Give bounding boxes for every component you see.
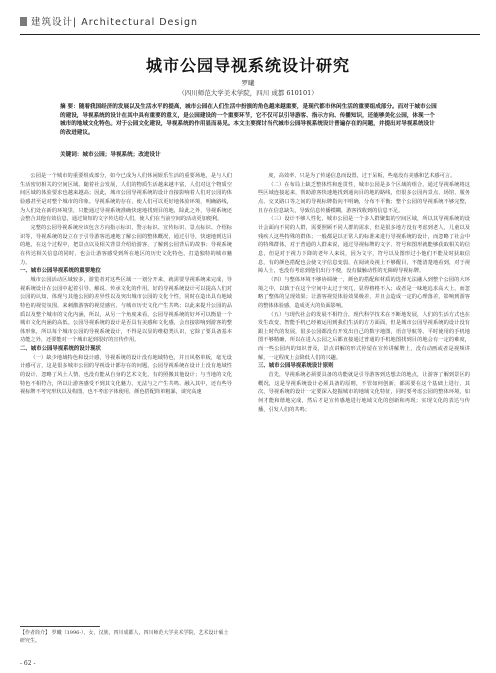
author-footnote: 【作者简介】 罗曦（1996-），女，汉族，四川成都人，四川师范大学美术学院，艺术设计硕士研究生。 [20, 630, 229, 644]
body-paragraph: （一）缺少地域特色和设计感，导视系统的设计没有地域特色，并且风格单板，毫无设计感可言，这是很多城市公园的导视设计都存在的问题，公园导视系统在设计上没有地域性的设计，忽略了风土人情，也没有能从自身的艺术文化，有的照搬其他设计；与当地的文化特色不相符合，所以让游客感受不到其文化魅力，无法与之产生共鸣、融入其中，还有些导视标牌不考究形状以及构图，也不考虑字体使用，颜色搭配简单粗暴，谈究高速 [20, 354, 232, 396]
running-header [20, 14, 480, 30]
article-title: 城市公园导视系统设计研究 [145, 56, 350, 75]
header-bar-icon [20, 17, 27, 26]
body-paragraph: （二）在布局上缺乏整体性和连贯性，城市公园是多个区域的组合，通过导视系统将这些区域连接起来，帮助游客快速地找到通向目的地的路线，但很多公园内景点、场馆、服务点、交叉路口等之间的导视标牌指向不明确，分布不平衡；整个公园的导视系统不够完整，且存在信息缺失，导致信息传播模糊，游客找收到的信息不足。 [258, 181, 470, 214]
abstract-text: 摘 要：随着我国经济的发展以及生活水平的提高，城市公园在人们生活中扮演的角色越来越重要，是现代都市休闲生活的重要组成部分。而对于城市公园的建设，导视系统的设计在其中具有重要的意义，是公园建设的一个重要环节，它不仅可以引导游客、指示方向、传播知识，还能够美化公园，体现一个城市的地域文化特色。对于公园文化建设，导视系统的作用显而易见。本文主要探讨当代城市公园导视系统设计普遍存在的问题，并提出对导视系统设计的改进建议。 [60, 104, 437, 136]
body-paragraph: （四）与整体环境不够协调统一，颜色的搭配和材质的选择无法融入到整个公园的大环境之中，以致于在这个空间中太过于突兀，显得格格不入；或者是一味地追求高大上，而忽略了整体的呈现效果；让游客视觉体验效果极差，并且会造成一定的心理落差，影响到游客的整体体验感，造成更大的负面影响。 [258, 276, 470, 309]
right-column [258, 172, 470, 414]
header-rule [20, 34, 480, 35]
body-paragraph: 度，高效率，只是为了传递信息而设置，过于呆板，些毫没有美感和艺术感可言。 [268, 173, 456, 179]
section-heading: 三、城市公园导视系统设计原则 [258, 363, 334, 370]
body-paragraph: 完整的公园导视系统应该包含方向指示标识、警示标识、宣传标识、景点标识、介绍标识等，导视系统的设立在于引导游客迅速地了解公园的整体概况，通过引导，快速地到达目的地，在这个过程中，把景点以及相关背景介绍给游客，了解到公园背后的故事；导视系统在传达相关信息的同时，也会让游客感受到所在地区的历史文化特色，打造独特的城市魅力。 [20, 224, 232, 266]
section-label: 建筑设计| Architectural Design [31, 17, 199, 28]
body-paragraph: （五）与现代社会的发展不相符合，现代科学技术在不断地发展，人们的生活方式也在发生改变，智能手机已经被运用到我们生活的方方面面，但是城市公园导视系统的设计没有跟上时代的发展，很多公园都没有开发出自己的数字地图，语音导航等。平时使用的手机地图不够精确，所以在进入公园之后都直接通过普通的手机地图找到目的地会有一定的难度，而一些公园内的知识普及，景点讲解的形式停留在宣传讲解牌上，没有动画或者是视频讲解，一定程度上会降低人们的兴趣。 [258, 311, 470, 361]
body-paragraph: 公园是一个城市的重要组成部分，如今已成为人们休闲娱乐生活的重要场地，是与人们生活密切相关的空间区域。随着社会发展，人们的物质生活越来越丰富，人们对这个物质空间区域的体验要求也越来越高；因此，城市公园导视系统的设计直接影响着人们对公园的体验感甚至是对整个城市的印象。导视系统的存在，使人们可以更好地体验环境，明确路线，为人们处在新的环境里，只能通过导视系统准确快速地找到目的地，除此之外，导视系统还会整合其他有效信息，通过简短的文字传达给人们，使人们在当前空间的活动更加便利。 [20, 173, 232, 223]
abstract [60, 103, 440, 137]
left-column [20, 172, 232, 397]
body-paragraph: 首先，导视系统必须要具备的功能就是引导游客到达想去的地点，让游客了解到景区的概况，这是导视系统设计必须具备的原则，不管如何创新，都需要在这个基础上进行，其次，导视系统的设计一定要深入挖掘城市的地域文化特征，同时要考虑公园的整体环境，如何才能和谐地完成，然后才是宣传感地进行地域文化的创新和再现；实现文化的表达与传播，引发人们的共鸣； [258, 372, 470, 413]
body-paragraph: 城市公园活动区域较多，游览者对这些区域一一划分开来，就需要导视系统来完成，导视系统设计在公园中起着引导、解说、传承文化的作用。好的导视系统设计可以提高人们对公园的认知，体现与其他公园的差异性以及突出城市公园的文化个性，同时在造出具有地域特色的视觉氛围，来刺激游客的视觉感官，与城市历史文化产生共鸣；以此来提升公园的品质以及整个城市的文化内涵，所以，从另一个角度来看，公园导视系统的好坏可以衡量一个城市文化内涵的高低。公园导视系统的设计是否具有美感和文化感，会直接影响到游客的整体形象，所以每个城市公园的导视系统设计，不得是以显的维稳类认识，它除了要具备基本功能之外，还要能对一个城市起到很好的宣传作用。 [20, 276, 232, 344]
affiliation: （四川师范大学美术学院，四川 成都 610101） [178, 89, 318, 97]
author: 罗曦 [241, 79, 255, 87]
section-heading: 一、城市公园导视系统的重要地位 [20, 268, 101, 275]
footnote-rule [20, 626, 100, 627]
page-number: - 62 - [20, 660, 36, 667]
keywords: 关键词：城市公园；导视系统；改进设计 [60, 152, 161, 158]
body-paragraph: （三）设计不够人性化，城市公园是一个多人群聚集的空间区域，所以其导视系统的设计会面向不同的人群，需要照顾不同人群的需求，但是很多地方没有考虑到老人，儿童以及残疾人这些特殊的群体；一般都是以正常人的标准来进行导视系统的设计，而忽略了社会中的特殊群体，对于普通的人群来说，通过导视标牌的文字、符号和图形就能够获取相关的信息，但是对于视力下降的老年人来说，因为文字，符号以及图形过小他们不能及时获取信息，有的颜色搭配也会使文字信息变弱，在阅读及视上不够醒目，不能清楚地看到，对于视障人士，也没有考虑到他们出行不便，没有做触动性的无障碍导视标牌。 [258, 216, 470, 275]
section-heading: 二、城市公园导视系统的设计现状 [20, 346, 101, 353]
